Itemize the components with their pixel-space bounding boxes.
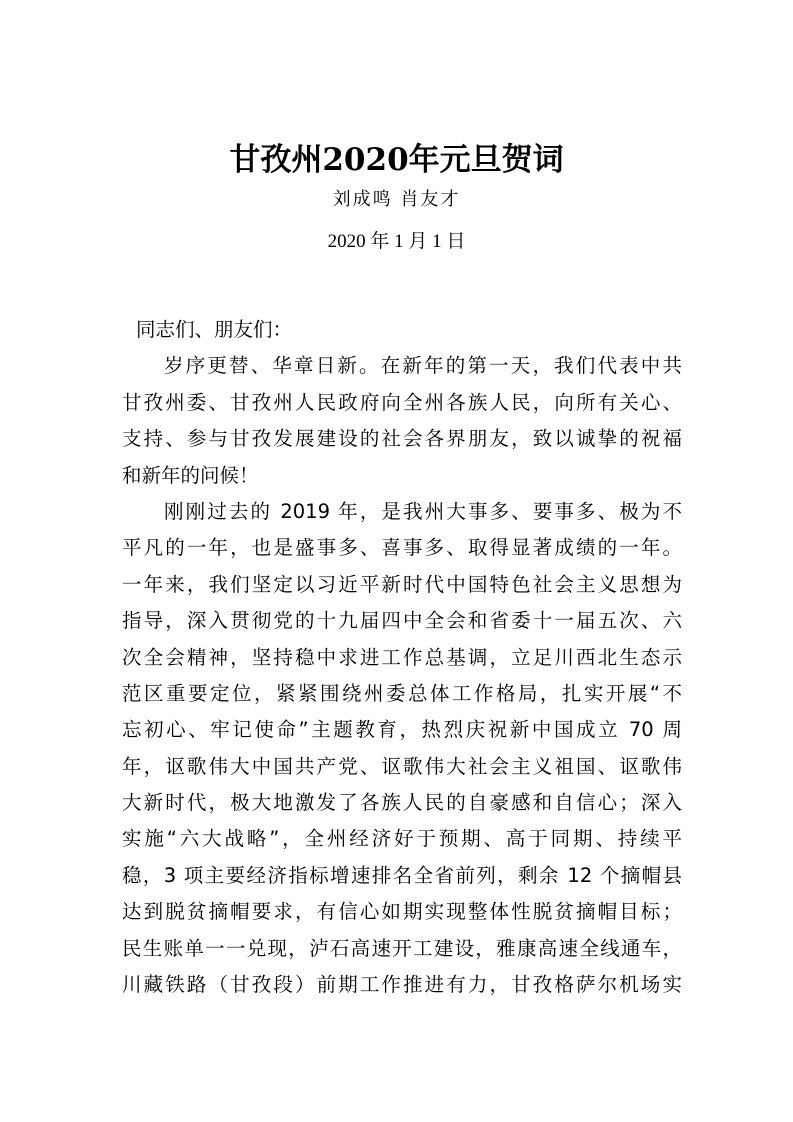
text-line: 年，讴歌伟大中国共产党、讴歌伟大社会主义祖国、讴歌伟 <box>122 754 682 778</box>
salutation: 同志们、朋友们： <box>136 318 293 341</box>
paragraph-greeting <box>122 348 682 494</box>
document-body <box>122 312 682 1003</box>
text-line: 范区重要定位，紧紧围绕州委总体工作格局，扎实开展“不 <box>122 681 682 705</box>
text-line: 一年来，我们坚定以习近平新时代中国特色社会主义思想为 <box>122 572 682 596</box>
text-line: 指导，深入贯彻党的十九届四中全会和省委十一届五次、六 <box>122 609 682 633</box>
paragraph-review-2019 <box>122 494 682 1003</box>
text-line: 甘孜州委、甘孜州人民政府向全州各族人民，向所有关心、 <box>122 390 682 414</box>
text-line: 和新年的问候！ <box>122 463 259 487</box>
text-line: 支持、参与甘孜发展建设的社会各界朋友，致以诚挚的祝福 <box>122 427 682 451</box>
document-authors: 刘成鸣 肖友才 <box>332 189 461 210</box>
text-line: 川藏铁路（甘孜段）前期工作推进有力，甘孜格萨尔机场实 <box>122 973 682 997</box>
text-line: 次全会精神，坚持稳中求进工作总基调，立足川西北生态示 <box>122 645 682 669</box>
text-line: 平凡的一年，也是盛事多、喜事多、取得显著成绩的一年。 <box>122 536 682 560</box>
text-line: 民生账单一一兑现，泸石高速开工建设，雅康高速全线通车， <box>122 936 682 960</box>
text-line: 大新时代，极大地激发了各族人民的自豪感和自信心；深入 <box>122 791 682 815</box>
text-line: 达到脱贫摘帽要求，有信心如期实现整体性脱贫摘帽目标； <box>122 900 682 924</box>
text-line: 稳，3 项主要经济指标增速排名全省前列，剩余 12 个摘帽县 <box>122 863 682 887</box>
text-line: 忘初心、牢记使命”主题教育，热烈庆祝新中国成立 70 周 <box>122 718 682 742</box>
document-title: 甘孜州2020年元旦贺词 <box>229 142 564 178</box>
text-line: 刚刚过去的 2019 年，是我州大事多、要事多、极为不 <box>164 499 682 523</box>
document-date: 2020 年 1 月 1 日 <box>327 231 466 252</box>
text-line: 岁序更替、华章日新。在新年的第一天，我们代表中共 <box>164 354 682 378</box>
text-line: 实施“六大战略”，全州经济好于预期、高于同期、持续平 <box>122 827 682 851</box>
